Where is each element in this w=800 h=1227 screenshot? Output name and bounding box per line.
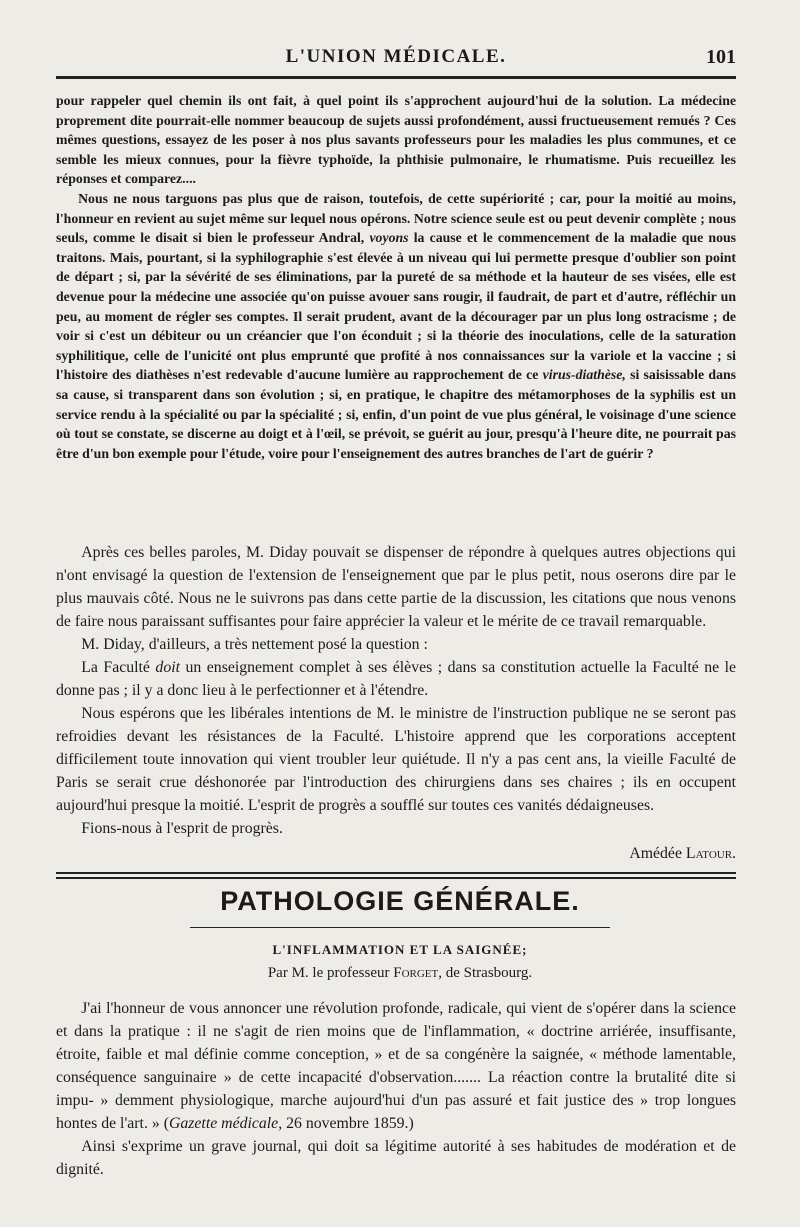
section-title: PATHOLOGIE GÉNÉRALE. bbox=[220, 886, 580, 916]
commentary-block bbox=[56, 541, 736, 840]
italic-gazette: Gazette médicale, bbox=[168, 1115, 283, 1132]
paragraph-continuation: pour rappeler quel chemin ils ont fait, à quel point ils s'approchent aujourd'hui de la solution. La médecine proprement dite pourrait-elle nommer beaucoup de sujets aussi profondément, aussi fructueusement remués ? Ces mêmes questions, essayez de les poser à nos plus savants professeurs pour les maladies les plus communes, et ce semble les mieux connues, pour la fièvre typhoïde, la phthisie pulmonaire, le rhumatisme. Puis recueillez les réponses et comparez.... bbox=[56, 93, 736, 187]
paragraph-diday-response: Après ces belles paroles, M. Diday pouvait se dispenser de répondre à quelques autres objections qui n'ont envisagé la question de l'extension de l'enseignement que par le plus petit, nous oserons dire par le plus mauvais côté. Nous ne le suivrons pas dans cette partie de la discussion, les citations que nous venons de faire nous paraissant suffisantes pour faire apprécier la valeur et le mérite de ce travail remarquable. bbox=[56, 544, 736, 630]
small-text-block bbox=[56, 91, 736, 463]
article-body bbox=[56, 997, 736, 1181]
italic-virus-diathese: virus-diathèse, bbox=[542, 367, 626, 383]
italic-voyons: voyons bbox=[369, 230, 409, 246]
paragraph-grave-journal: Ainsi s'exprime un grave journal, qui doit sa légitime autorité à ses habitudes de modération et de dignité. bbox=[56, 1138, 736, 1178]
article-byline: Par M. le professeur Forget, de Strasbourg. bbox=[267, 965, 533, 981]
italic-doit: doit bbox=[155, 659, 180, 676]
page-header bbox=[56, 40, 736, 74]
section-divider bbox=[56, 872, 736, 879]
paragraph-progres: Fions-nous à l'esprit de progrès. bbox=[81, 820, 283, 837]
title-rule bbox=[190, 927, 610, 928]
article-title: L'INFLAMMATION ET LA SAIGNÉE; bbox=[272, 942, 528, 957]
page-number: 101 bbox=[706, 46, 736, 68]
header-rule bbox=[56, 76, 736, 79]
paragraph-faculte: La Faculté doit un enseignement complet à ses élèves ; dans sa constitution actuelle la Faculté ne le donne pas ; il y a donc lieu à le perfectionner et à l'étendre. bbox=[56, 659, 737, 699]
paragraph-question: M. Diday, d'ailleurs, a très nettement posé la question : bbox=[81, 636, 428, 653]
author-signature: Amédée Latour. bbox=[629, 845, 736, 862]
paragraph-ministre: Nous espérons que les libérales intentions de M. le ministre de l'instruction publique ne se seront pas refroidies devant les résistances de la Faculté. L'histoire apprend que les corporations acceptent difficilement toute innovation qui vient troubler leur quiétude. Il n'y a pas cent ans, la vieille Faculté de Paris se serait crue déshonorée par l'introduction des chirurgiens dans ses chaires ; ils en occupent aujourd'hui presque la moitié. L'esprit de progrès a soufflé sur toutes ces vanités dédaigneuses. bbox=[56, 705, 736, 814]
paragraph-revolution: J'ai l'honneur de vous annoncer une révolution profonde, radicale, qui vient de s'opérer dans la science et dans la pratique : il ne s'agit de rien moins que de l'inflammation, « doctrine arriérée, insuffisante, étroite, faible et mal définie comme conception, » et de sa congénère la saignée, « méthode lamentable, conséquence sanguinaire » de cette incapacité d'observation....... La réaction contre la brutalité dite si impu- » demment physiologique, marche aujourd'hui d'un pas assuré et fait justice des » trop longues hontes de l'art. » (Gazette médicale, 26 novembre 1859.) bbox=[56, 1000, 736, 1132]
paragraph-syphilography: Nous ne nous targuons pas plus que de raison, toutefois, de cette supériorité ; car, pour la moitié au moins, l'honneur en revient au sujet même sur lequel nous opérons. Notre science seule est ou peut devenir complète ; nous seuls, comme le disait si bien le professeur Andral, voyons la cause et le commencement de la maladie que nous traitons. Mais, pourtant, si la syphilographie s'est élevée à un niveau qui lui permette presque d'oublier son point de départ ; si, par la sévérité de ses éliminations, par la pureté de sa méthode et la hauteur de ses visées, elle est devenue pour la médecine une associée qu'on puisse avouer sans rougir, il faudrait, de part et d'autre, réfléchir un peu, au moment de régler ses comptes. Il serait prudent, avant de la décourager par un plus long ostracisme ; de voir si c'est un débiteur ou un créancier que l'on éconduit ; si la théorie des inoculations, celle de la saturation syphilitique, celle de l'unicité ont plus emprunté que profité à nos connaissances sur la variole et la vaccine ; si l'histoire des diathèses n'est redevable d'aucune lumière au rapprochement de ce virus-diathèse, si saisissable dans sa cause, si transparent dans son évolution ; si, en pratique, le chapitre des métamorphoses de la syphilis est un service rendu à la spécialité ou par la spécialité ; si, enfin, d'un point de vue plus général, le voisinage d'une science où tout se constate, se discerne au doigt et à l'œil, se prévoit, se guérit au jour, presqu'à l'heure dite, ne pourrait pas être d'un bon exemple pour l'étude, voire pour l'enseignement des autres branches de l'art de guérir ? bbox=[56, 190, 737, 461]
running-title: L'UNION MÉDICALE. bbox=[285, 46, 507, 67]
